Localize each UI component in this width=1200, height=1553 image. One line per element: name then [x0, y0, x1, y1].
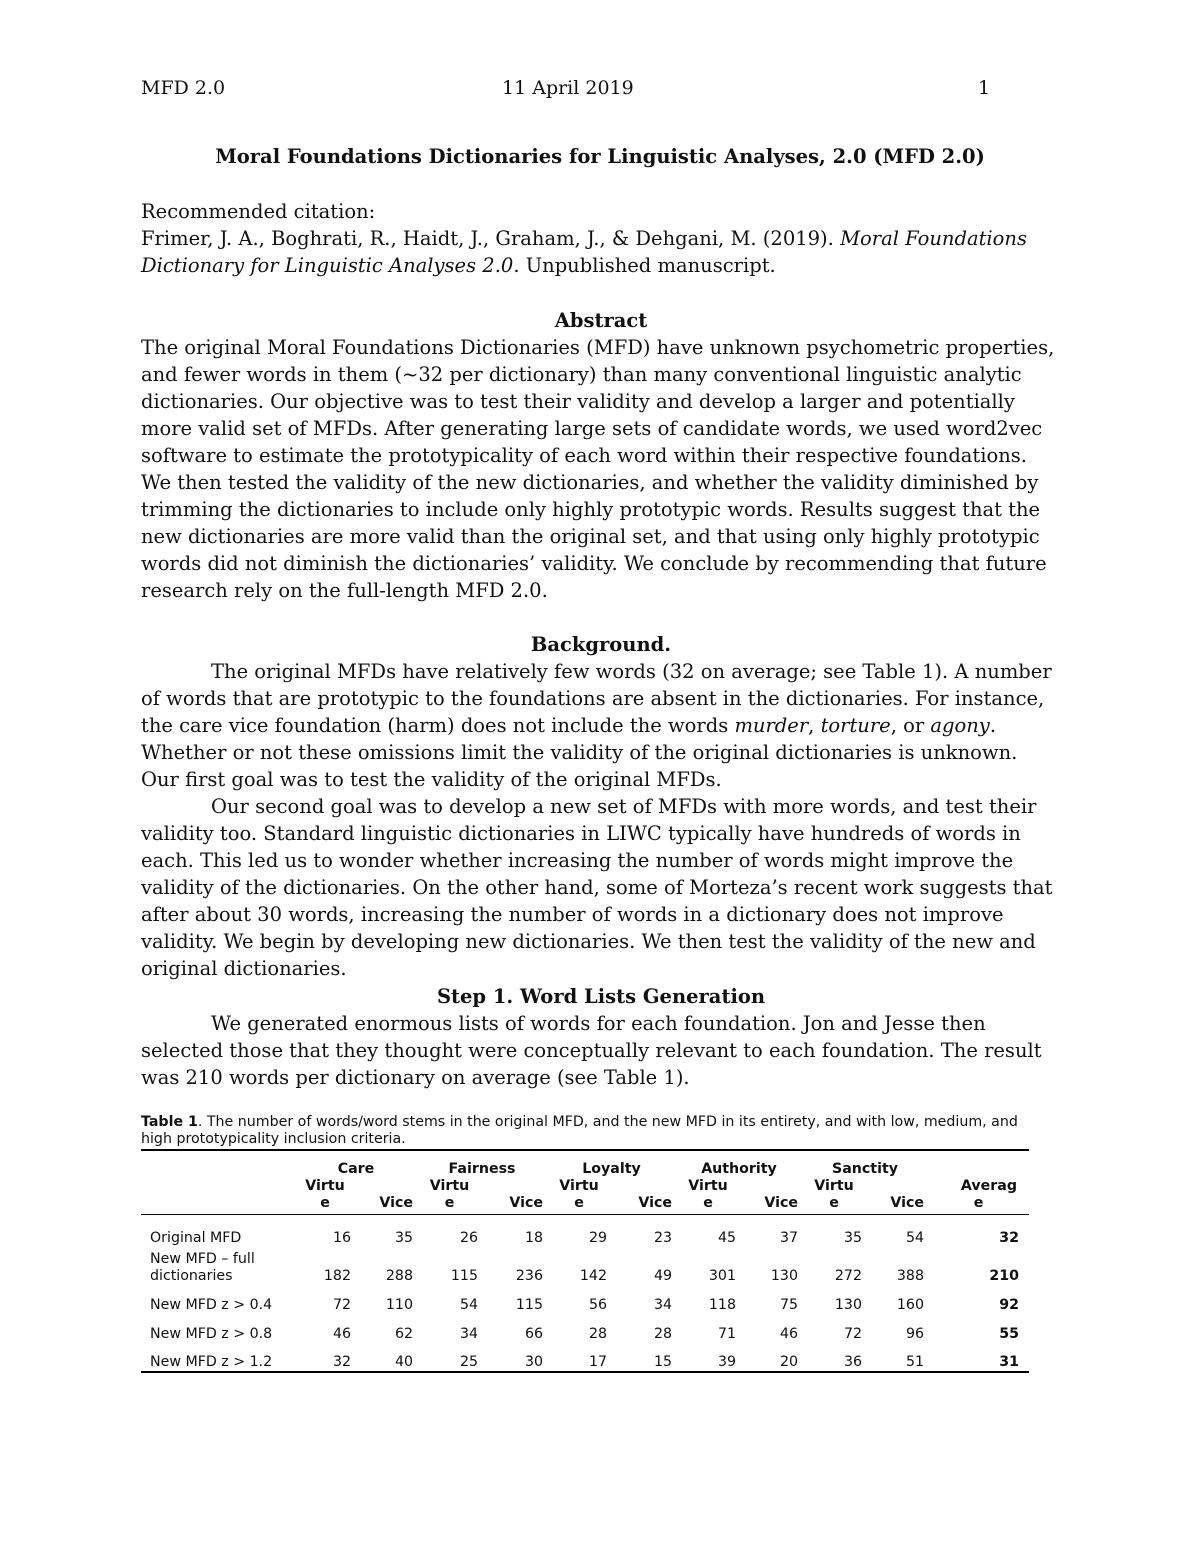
table-caption [141, 1114, 1029, 1150]
row-label-line: New MFD z > 0.4 [150, 1296, 273, 1313]
table-cell: 40 [355, 1343, 417, 1372]
table-cell: 182 [323, 1267, 351, 1284]
word-count-table [141, 1150, 1029, 1373]
step1-heading: Step 1. Word Lists Generation [436, 985, 766, 1008]
group-care: Care [295, 1151, 417, 1179]
example-word-murder: murder [734, 714, 809, 737]
table-cell: 32 [295, 1343, 355, 1372]
vice-header: Vice [866, 1195, 928, 1215]
table-row [141, 1215, 1029, 1247]
bg-sep-1: , [808, 714, 821, 737]
group-sanctity: Sanctity [802, 1151, 928, 1179]
row-label [141, 1343, 295, 1372]
table-cell: 37 [779, 1229, 798, 1246]
table-cell: 71 [717, 1325, 736, 1342]
table-cell: 130 [834, 1296, 862, 1313]
abstract-section [141, 307, 1061, 604]
background-paragraph-1 [141, 658, 1061, 793]
table-cell: 49 [653, 1267, 672, 1284]
average-cell: 210 [989, 1267, 1019, 1284]
virtue-header: Virtu [814, 1178, 854, 1194]
table-cell: 130 [770, 1267, 798, 1284]
row-label [141, 1285, 295, 1314]
virtue-header: Virtu [559, 1178, 599, 1194]
table-cell: 160 [896, 1296, 924, 1313]
table-cell: 301 [708, 1267, 736, 1284]
citation-authors: Frimer, J. A., Boghrati, R., Haidt, J., Graham, J., & Dehgani, M. (2019). [141, 227, 841, 250]
table-cell: 28 [653, 1325, 672, 1342]
table-cell: 272 [834, 1267, 862, 1284]
vice-header: Vice [482, 1195, 547, 1215]
example-word-agony: agony [930, 714, 990, 737]
virtue-header: Virtu [429, 1178, 470, 1194]
abstract-heading: Abstract [554, 309, 648, 332]
table-cell: 45 [717, 1229, 736, 1246]
table-cell: 142 [579, 1267, 607, 1284]
table-cell: 388 [896, 1267, 924, 1284]
table-cell: 23 [653, 1229, 672, 1246]
average-cell: 55 [999, 1325, 1019, 1342]
background-section [141, 631, 1061, 982]
table-row [141, 1314, 1029, 1343]
average-header-cont: e [928, 1195, 1029, 1215]
table-cell: 72 [843, 1325, 862, 1342]
virtue-header-cont: e [417, 1195, 482, 1215]
table-group-header [141, 1151, 1029, 1179]
row-label-line: New MFD – full [150, 1250, 255, 1267]
background-paragraph-2: Our second goal was to develop a new set of MFDs with more words, and test their validity too. Standard linguistic dictionaries in LIWC typically have hundreds of words in each. This led us to wonder whether increasing the number of words might improve the validity of the dictionaries. On the other hand, some of Morteza’s recent work suggests that after about 30 words, increasing the number of words in a dictionary does not improve validity. We begin by developing new dictionaries. We then test the validity of the new and original dictionaries. [141, 795, 1053, 980]
table-row [141, 1247, 1029, 1285]
group-fairness: Fairness [417, 1151, 547, 1179]
table-cell: 54 [459, 1296, 478, 1313]
table-cell: 26 [459, 1229, 478, 1246]
row-label-line: New MFD z > 0.8 [150, 1325, 273, 1342]
citation-label: Recommended citation: [141, 200, 376, 223]
table-cell: 17 [547, 1343, 611, 1372]
table-body [141, 1215, 1029, 1372]
citation-work: Moral Foundations Dictionary for Linguistic Analyses 2.0 [141, 227, 1027, 277]
table-cell: 39 [676, 1343, 740, 1372]
table-cell: 20 [740, 1343, 802, 1372]
table-row [141, 1285, 1029, 1314]
table-subheader-1 [141, 1178, 1029, 1195]
row-label [141, 1314, 295, 1343]
table-row [141, 1343, 1029, 1372]
average-cell: 92 [999, 1296, 1019, 1313]
table-cell: 15 [611, 1343, 676, 1372]
group-authority: Authority [676, 1151, 802, 1179]
virtue-header-cont: e [802, 1195, 866, 1215]
table-cell: 56 [588, 1296, 607, 1313]
table-cell: 54 [905, 1229, 924, 1246]
table-subheader-2 [141, 1195, 1029, 1215]
row-label [141, 1215, 295, 1247]
table-cell: 115 [515, 1296, 543, 1313]
table-cell: 35 [394, 1229, 413, 1246]
table-cell: 34 [459, 1325, 478, 1342]
table-cell: 110 [385, 1296, 413, 1313]
row-label [141, 1247, 295, 1285]
virtue-header-cont: e [676, 1195, 740, 1215]
vice-header: Vice [611, 1195, 676, 1215]
bg-sep-2: , or [890, 714, 931, 737]
table-cell: 72 [332, 1296, 351, 1313]
virtue-header-cont: e [295, 1195, 355, 1215]
average-cell: 31 [928, 1343, 1029, 1372]
table-cell: 46 [332, 1325, 351, 1342]
row-label-line: New MFD z > 1.2 [150, 1353, 273, 1370]
table-cell: 66 [524, 1325, 543, 1342]
table-cell: 96 [905, 1325, 924, 1342]
page-number: 1 [978, 77, 991, 99]
citation-text [141, 225, 1061, 279]
table-cell: 34 [653, 1296, 672, 1313]
bg-text-b: . Whether or not these omissions limit the validity of the original dictionaries is unknown. Our first goal was to test the validity of the original MFDs. [141, 714, 1018, 791]
abstract-text: The original Moral Foundations Dictionaries (MFD) have unknown psychometric properties, and fewer words in them (~32 per dictionary) than many conventional linguistic analytic dictionaries. Our objective was to test their validity and develop a larger and potentially more valid set of MFDs. After generating large sets of candidate words, we used word2vec software to estimate the prototypicality of each word within their respective foundations. We then tested the validity of the new dictionaries, and whether the validity diminished by trimming the dictionaries to include only highly prototypic words. Results suggest that the new dictionaries are more valid than the original set, and that using only highly prototypic words did not diminish the dictionaries’ validity. We conclude by recommending that future research rely on the full-length MFD 2.0. [141, 336, 1055, 602]
header-date: 11 April 2019 [502, 77, 634, 99]
table-cell: 288 [385, 1267, 413, 1284]
vice-header: Vice [740, 1195, 802, 1215]
virtue-header: Virtu [688, 1178, 728, 1194]
step1-text: We generated enormous lists of words for each foundation. Jon and Jesse then selected those that they thought were conceptually relevant to each foundation. The result was 210 words per dictionary on average (see Table 1). [141, 1012, 1042, 1089]
vice-header: Vice [355, 1195, 417, 1215]
table-cell: 236 [515, 1267, 543, 1284]
table-cell: 62 [394, 1325, 413, 1342]
average-cell: 32 [999, 1229, 1019, 1246]
table-cell: 36 [802, 1343, 866, 1372]
background-heading: Background. [530, 633, 672, 656]
example-word-torture: torture [820, 714, 891, 737]
document-title: Moral Foundations Dictionaries for Linguistic Analyses, 2.0 (MFD 2.0) [215, 145, 985, 168]
citation-block [141, 198, 1061, 279]
table-cell: 75 [779, 1296, 798, 1313]
table-cell: 16 [332, 1229, 351, 1246]
virtue-header-cont: e [547, 1195, 611, 1215]
group-loyalty: Loyalty [547, 1151, 676, 1179]
row-label-line: Original MFD [150, 1229, 242, 1246]
table-cell: 28 [588, 1325, 607, 1342]
table-cell: 35 [843, 1229, 862, 1246]
average-header: Averag [960, 1178, 1017, 1194]
table-cell: 115 [450, 1267, 478, 1284]
table-cell: 51 [866, 1343, 928, 1372]
step1-section [141, 983, 1061, 1091]
table-1 [141, 1114, 1029, 1373]
table-caption-text: . The number of words/word stems in the original MFD, and the new MFD in its entirety, and with low, medium, and high prototypicality inclusion criteria. [141, 1114, 1018, 1147]
table-cell: 29 [588, 1229, 607, 1246]
row-label-line: dictionaries [150, 1267, 233, 1284]
citation-suffix: . Unpublished manuscript. [513, 254, 776, 277]
bg-text-a: The original MFDs have relatively few words (32 on average; see Table 1). A number of words that are prototypic to the foundations are absent in the dictionaries. For instance, the care vice foundation (harm) does not include the words [141, 660, 1052, 737]
table-caption-label: Table 1 [141, 1114, 198, 1130]
table-cell: 18 [524, 1229, 543, 1246]
table-cell: 30 [482, 1343, 547, 1372]
running-head: MFD 2.0 [141, 77, 226, 99]
table-cell: 25 [417, 1343, 482, 1372]
table-cell: 118 [708, 1296, 736, 1313]
table-cell: 46 [779, 1325, 798, 1342]
virtue-header: Virtu [305, 1178, 345, 1194]
